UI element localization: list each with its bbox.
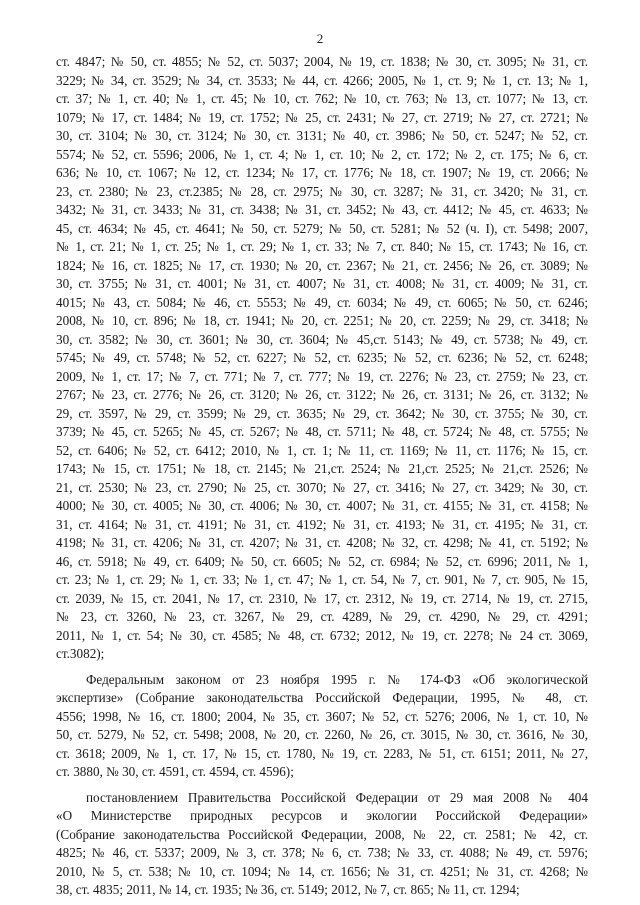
text-line: 1079; № 17, ст. 1484; № 19, ст. 1752; № 25, ст. 2431; № 27, ст. 2719; № 27, ст. 2721; №	[56, 109, 588, 125]
text-line: 4198; № 31, ст. 4206; № 31, ст. 4207; № 31, ст. 4208; № 32, ст. 4298; № 41, ст. 5192; №	[56, 535, 588, 550]
text-line: экспертизе» (Собрание законодательства Российской Федерации, 1995, № 48, ст.	[56, 690, 588, 705]
text-line: 30, ст. 3104; № 30, ст. 3124; № 30, ст. 3131; № 40, ст. 3986; № 50, ст. 5247; № 52, ст.	[56, 128, 588, 143]
text-line: 30, ст. 3755; № 31, ст. 4001; № 31, ст. 4007; № 31, ст. 4008; № 31, ст. 4009; № 31, ст.	[56, 276, 588, 291]
text-line: 4825; № 46, ст. 5337; 2009, № 3, ст. 378; № 6, ст. 738; № 33, ст. 4088; № 49, ст. 5976;	[56, 845, 588, 860]
text-line: 4556; 1998, № 16, ст. 1800; 2004, № 35, ст. 3607; № 52, ст. 5276; 2006, № 1, ст. 10, №	[56, 708, 588, 724]
text-line: 30, ст. 3582; № 30, ст. 3601; № 30, ст. 3604; № 45,ст. 5143; № 49, ст. 5738; № 49, ст.	[56, 331, 588, 347]
text-line: «О Министерстве природных ресурсов и экологии Российской Федерации»	[56, 808, 588, 823]
page-number: 2	[316, 31, 324, 46]
text-line: ст. 3618; 2009, № 1, ст. 17, № 15, ст. 1780, № 19, ст. 2283, № 51, ст. 6151; 2011, № 27,	[56, 745, 588, 761]
text-line: постановлением Правительства Российской Федерации от 29 мая 2008 № 404	[86, 789, 588, 805]
text-line: 4000; № 30, ст. 4005; № 30, ст. 4006; № 30, ст. 4007; № 31, ст. 4155; № 31, ст. 4158; №	[56, 498, 588, 513]
text-line: 2767; № 23, ст. 2776; № 26, ст. 3120; № 26, ст. 3122; № 26, ст. 3131; № 26, ст. 3132; №	[56, 387, 588, 402]
paragraph	[56, 53, 588, 664]
text-line: 3739; № 45, ст. 5265; № 45, ст. 5267; № 48, ст. 5711; № 48, ст. 5724; № 48, ст. 5755; №	[56, 424, 588, 439]
text-line: ст. 3880, № 30, ст. 4591, ст. 4594, ст. 4596);	[56, 764, 294, 779]
text-line: 50, ст. 5279, № 52, ст. 5498; 2008, № 20, ст. 2260, № 26, ст. 3015, № 30, ст. 3616, № 30,	[56, 727, 588, 742]
document-body	[56, 53, 588, 900]
text-line: 29, ст. 3597, № 29, ст. 3599; № 29, ст. 3635; № 29, ст. 3642; № 30, ст. 3755; № 30, ст.	[56, 405, 588, 421]
text-line: ст. 4847; № 50, ст. 4855; № 52, ст. 5037; 2004, № 19, ст. 1838; № 30, ст. 3095; № 31, ст.	[56, 54, 588, 69]
text-line: 21, ст. 2530; № 23, ст. 2790; № 25, ст. 3070; № 27, ст. 3416; № 27, ст. 3429; № 30, ст.	[56, 479, 588, 495]
text-line: 1824; № 16, ст. 1825; № 17, ст. 1930; № 20, ст. 2367; № 21, ст. 2456; № 26, ст. 3089; №	[56, 257, 588, 273]
text-line: (Собрание законодательства Российской Федерации, 2008, № 22, ст. 2581; № 42, ст.	[56, 826, 588, 842]
text-line: № 23, ст. 3260, № 23, ст. 3267, № 29, ст. 4289, № 29, ст. 4290, № 29, ст. 4291;	[56, 609, 588, 624]
text-line: 45, ст. 4634; № 45, ст. 4641; № 50, ст. 5279; № 50, ст. 5281; № 52 (ч. I), ст. 5498; 2007,	[56, 220, 588, 236]
text-line: 2008, № 10, ст. 896; № 18, ст. 1941; № 20, ст. 2251; № 20, ст. 2259; № 29, ст. 3418; №	[56, 313, 588, 328]
text-line: 38, ст. 4835; 2011, № 14, ст. 1935; № 36, ст. 5149; 2012, № 7, ст. 865; № 11, ст. 1294;	[56, 882, 520, 897]
text-line: 52, ст. 6406; № 52, ст. 6412; 2010, № 1, ст. 1; № 11, ст. 1169; № 11, ст. 1176; № 15, ст.	[56, 442, 588, 458]
text-line: № 1, ст. 21; № 1, ст. 25; № 1, ст. 29; № 1, ст. 33; № 7, ст. 840; № 15, ст. 1743; № 16, ст.	[56, 239, 588, 254]
text-line: ст. 37; № 1, ст. 40; № 1, ст. 45; № 10, ст. 762; № 10, ст. 763; № 13, ст. 1077; № 13, ст.	[56, 91, 588, 106]
text-line: 3229; № 34, ст. 3529; № 34, ст. 3533; № 44, ст. 4266; 2005, № 1, ст. 9; № 1, ст. 13; № 1,	[56, 72, 588, 88]
text-line: ст. 2039, № 15, ст. 2041, № 17, ст. 2310, № 17, ст. 2312, № 19, ст. 2714, № 19, ст. 2715,	[56, 590, 588, 606]
text-line: 2009, № 1, ст. 17; № 7, ст. 771; № 7, ст. 777; № 19, ст. 2276; № 23, ст. 2759; № 23, ст.	[56, 368, 588, 384]
paragraph	[56, 671, 588, 782]
text-line: Федеральным законом от 23 ноября 1995 г. № 174-ФЗ «Об экологической	[86, 671, 588, 687]
text-line: 4015; № 43, ст. 5084; № 46, ст. 5553; № 49, ст. 6034; № 49, ст. 6065; № 50, ст. 6246;	[56, 294, 588, 310]
text-line: 23, ст. 2380; № 23, ст.2385; № 28, ст. 2975; № 30, ст. 3287; № 31, ст. 3420; № 31, ст.	[56, 183, 588, 199]
text-line: 636; № 10, ст. 1067; № 12, ст. 1234; № 17, ст. 1776; № 18, ст. 1907; № 19, ст. 2066; №	[56, 165, 588, 180]
paragraph-gap	[56, 782, 588, 789]
text-line: 31, ст. 4164; № 31, ст. 4191; № 31, ст. 4192; № 31, ст. 4193; № 31, ст. 4195; № 31, ст.	[56, 516, 588, 532]
text-line: 1743; № 15, ст. 1751; № 18, ст. 2145; № 21,ст. 2524; № 21,ст. 2525; № 21,ст. 2526; №	[56, 461, 588, 476]
text-line: ст. 23; № 1, ст. 29; № 1, ст. 33; № 1, ст. 47; № 1, ст. 54, № 7, ст. 901, № 7, ст. 905, № 15,	[56, 572, 588, 587]
text-line: 46, ст. 5918; № 49, ст. 6409; № 50, ст. 6605; № 52, ст. 6984; № 52, ст. 6996; 2011, № 1,	[56, 553, 588, 569]
text-line: 5574; № 52, ст. 5596; 2006, № 1, ст. 4; № 1, ст. 10; № 2, ст. 172; № 2, ст. 175; № 6, ст.	[56, 146, 588, 162]
paragraph	[56, 789, 588, 900]
text-line: 3432; № 31, ст. 3433; № 31, ст. 3438; № 31, ст. 3452; № 43, ст. 4412; № 45, ст. 4633; №	[56, 202, 588, 217]
paragraph-gap	[56, 664, 588, 671]
text-line: 2010, № 5, ст. 538; № 10, ст. 1094; № 14, ст. 1656; № 31, ст. 4251; № 31, ст. 4268; №	[56, 863, 588, 879]
text-line: ст.3082);	[56, 646, 105, 661]
text-line: 2011, № 1, ст. 54; № 30, ст. 4585; № 48, ст. 6732; 2012, № 19, ст. 2278; № 24 ст. 3069,	[56, 627, 588, 643]
text-line: 5745; № 49, ст. 5748; № 52, ст. 6227; № 52, ст. 6235; № 52, ст. 6236; № 52, ст. 6248;	[56, 350, 588, 365]
